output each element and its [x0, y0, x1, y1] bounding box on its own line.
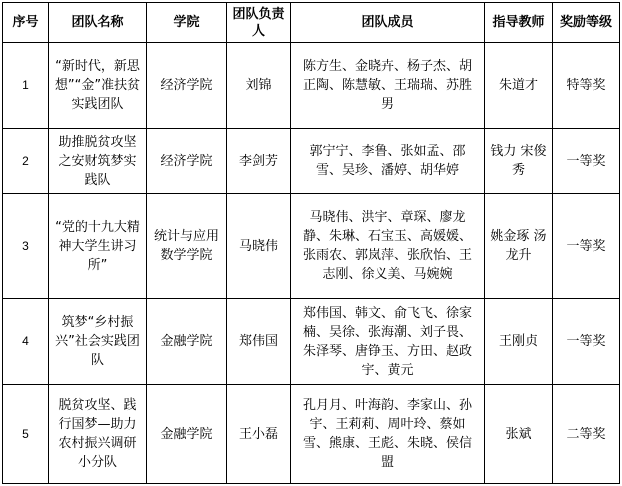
cell-team: 脱贫攻坚、践行国梦—助力农村振兴调研小分队 [49, 385, 147, 484]
table-row [3, 43, 620, 129]
cell-members: 马晓伟、洪宇、章琛、廖龙静、朱琳、石宝玉、高媛媛、张雨农、郭岚萍、张欣怡、王志刚、徐义美、马婉婉 [291, 194, 485, 299]
cell-advisor: 朱道才 [485, 43, 553, 129]
cell-leader: 李剑芳 [227, 129, 291, 194]
cell-advisor: 姚金琢 汤龙升 [485, 194, 553, 299]
cell-index: 3 [3, 194, 49, 299]
cell-college: 经济学院 [147, 43, 227, 129]
cell-index: 4 [3, 299, 49, 385]
cell-college: 统计与应用数学学院 [147, 194, 227, 299]
cell-award: 一等奖 [553, 299, 620, 385]
cell-leader: 刘锦 [227, 43, 291, 129]
cell-leader: 王小磊 [227, 385, 291, 484]
cell-leader: 马晓伟 [227, 194, 291, 299]
header-award: 奖励等级 [553, 3, 620, 43]
header-index: 序号 [3, 3, 49, 43]
header-leader: 团队负责人 [227, 3, 291, 43]
cell-award: 一等奖 [553, 194, 620, 299]
cell-college: 金融学院 [147, 385, 227, 484]
cell-college: 金融学院 [147, 299, 227, 385]
cell-advisor: 钱力 宋俊秀 [485, 129, 553, 194]
header-members: 团队成员 [291, 3, 485, 43]
cell-index: 1 [3, 43, 49, 129]
award-table-container [2, 2, 620, 484]
cell-advisor: 张斌 [485, 385, 553, 484]
cell-college: 经济学院 [147, 129, 227, 194]
cell-leader: 郑伟国 [227, 299, 291, 385]
table-row [3, 299, 620, 385]
cell-advisor: 王刚贞 [485, 299, 553, 385]
table-row [3, 385, 620, 484]
cell-award: 一等奖 [553, 129, 620, 194]
header-row [3, 3, 620, 43]
cell-award: 特等奖 [553, 43, 620, 129]
cell-team: 助推脱贫攻坚之安财筑梦实践队 [49, 129, 147, 194]
header-advisor: 指导教师 [485, 3, 553, 43]
table-row [3, 129, 620, 194]
cell-team: “党的十九大精神大学生讲习所” [49, 194, 147, 299]
cell-members: 郑伟国、韩文、俞飞飞、徐家楠、吴徐、张海潮、刘子畏、朱泽琴、唐铮玉、方田、赵政宇、黄元 [291, 299, 485, 385]
header-team: 团队名称 [49, 3, 147, 43]
cell-team: 筑梦“乡村振兴”社会实践团队 [49, 299, 147, 385]
cell-team: “新时代，新思想”“金”准扶贫实践团队 [49, 43, 147, 129]
award-table [2, 2, 620, 484]
cell-award: 二等奖 [553, 385, 620, 484]
cell-index: 2 [3, 129, 49, 194]
cell-index: 5 [3, 385, 49, 484]
header-college: 学院 [147, 3, 227, 43]
table-row [3, 194, 620, 299]
cell-members: 陈方生、金晓卉、杨子杰、胡正陶、陈慧敏、王瑞瑞、苏胜男 [291, 43, 485, 129]
cell-members: 郭宁宁、李鲁、张如孟、邵雪、吴珍、潘婷、胡华婷 [291, 129, 485, 194]
cell-members: 孔月月、叶海韵、李家山、孙宇、王莉莉、周叶玲、蔡如雪、熊康、王彪、朱晓、侯信盟 [291, 385, 485, 484]
